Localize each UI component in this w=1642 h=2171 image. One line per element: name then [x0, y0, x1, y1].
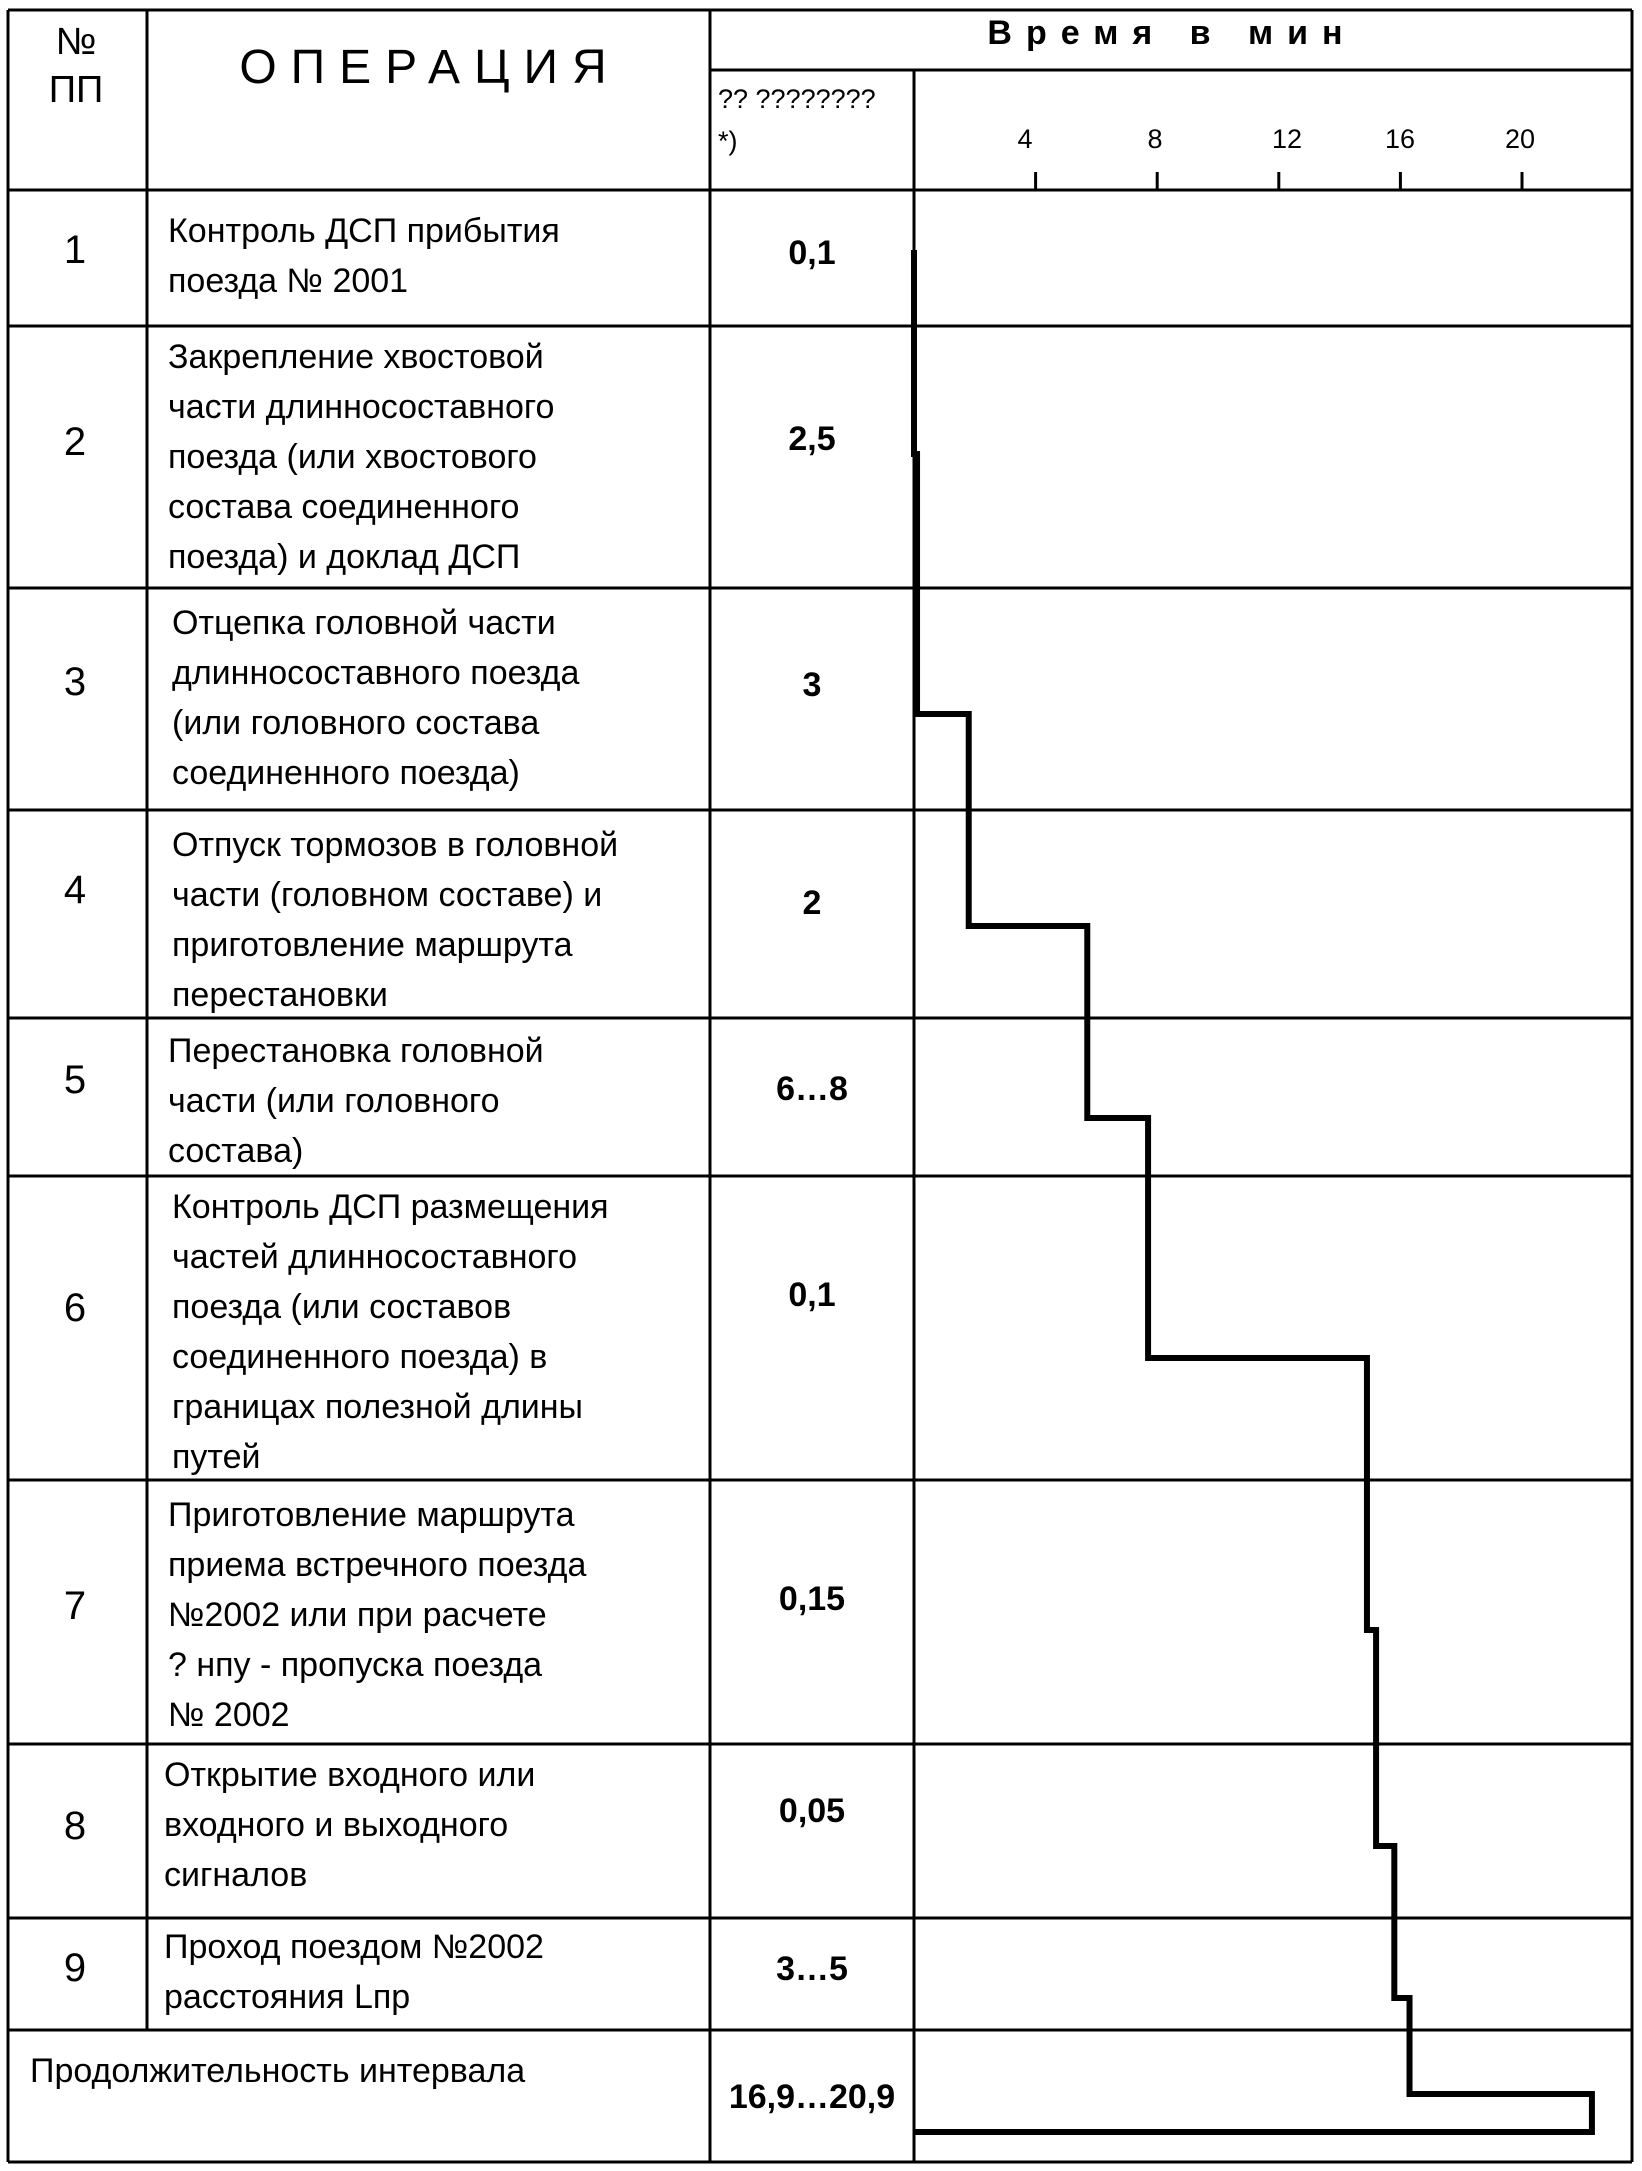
row-number: 1 [63, 228, 87, 272]
row-number: 3 [63, 660, 87, 704]
row-operation: Перестановка головной части (или головного состава) [168, 1032, 544, 1170]
row-operation: Отпуск тормозов в головной части (головном составе) и приготовление маршрута перестановки [172, 826, 619, 1014]
row-operation: Закрепление хвостовой части длинносоставного поезда (или хвостового состава соединенного поезда) и доклад ДСП [168, 338, 555, 576]
row-time: 2 [802, 884, 822, 922]
row-time: 2,5 [788, 420, 836, 458]
row-number: 9 [63, 1946, 87, 1990]
header-operation-label: ОПЕРАЦИЯ [239, 41, 621, 94]
row-number: 6 [63, 1286, 87, 1330]
row-operation: Открытие входного или входного и выходного сигналов [164, 1756, 536, 1894]
row-time: 0,05 [778, 1792, 846, 1830]
row-operation: Контроль ДСП прибытия поезда № 2001 [168, 212, 560, 300]
row-operation: Приготовление маршрута приема встречного поезда №2002 или при расчете ? нпу - пропуска поезда № 2002 [168, 1496, 587, 1734]
row-time: 3…5 [776, 1950, 848, 1988]
row-number: 8 [63, 1804, 87, 1848]
tick-label: 4 [1017, 124, 1033, 154]
tick-label: 16 [1384, 124, 1416, 154]
row-operation: Контроль ДСП размещения частей длинносоставного поезда (или составов соединенного поезда) в границах полезной длины путей [172, 1188, 609, 1476]
row-time: 3 [802, 666, 822, 704]
row-number: 2 [63, 420, 87, 464]
row-time: 0,1 [788, 234, 836, 272]
header-number-label: № ПП [48, 21, 104, 111]
header-time-label: Время в мин [987, 14, 1357, 52]
row-time: 0,1 [788, 1276, 836, 1314]
tick-label: 8 [1147, 124, 1163, 154]
row-operation: Проход поездом №2002 расстояния Lпр [164, 1928, 544, 2016]
row-time: 6…8 [776, 1070, 848, 1108]
tick-label: 20 [1504, 124, 1536, 154]
total-value: 16,9…20,9 [728, 2078, 896, 2116]
tick-label: 12 [1271, 124, 1303, 154]
schedule-step-line [914, 250, 1592, 2132]
row-operation: Отцепка головной части длинносоставного поезда (или головного состава соединенного поезда) [172, 604, 580, 792]
row-time: 0,15 [778, 1580, 846, 1618]
row-number: 7 [63, 1584, 87, 1628]
row-number: 4 [63, 868, 87, 912]
header-norm-label: ?? ???????? *) [718, 84, 876, 156]
total-label: Продолжительность интервала [30, 2052, 526, 2090]
row-number: 5 [63, 1058, 87, 1102]
